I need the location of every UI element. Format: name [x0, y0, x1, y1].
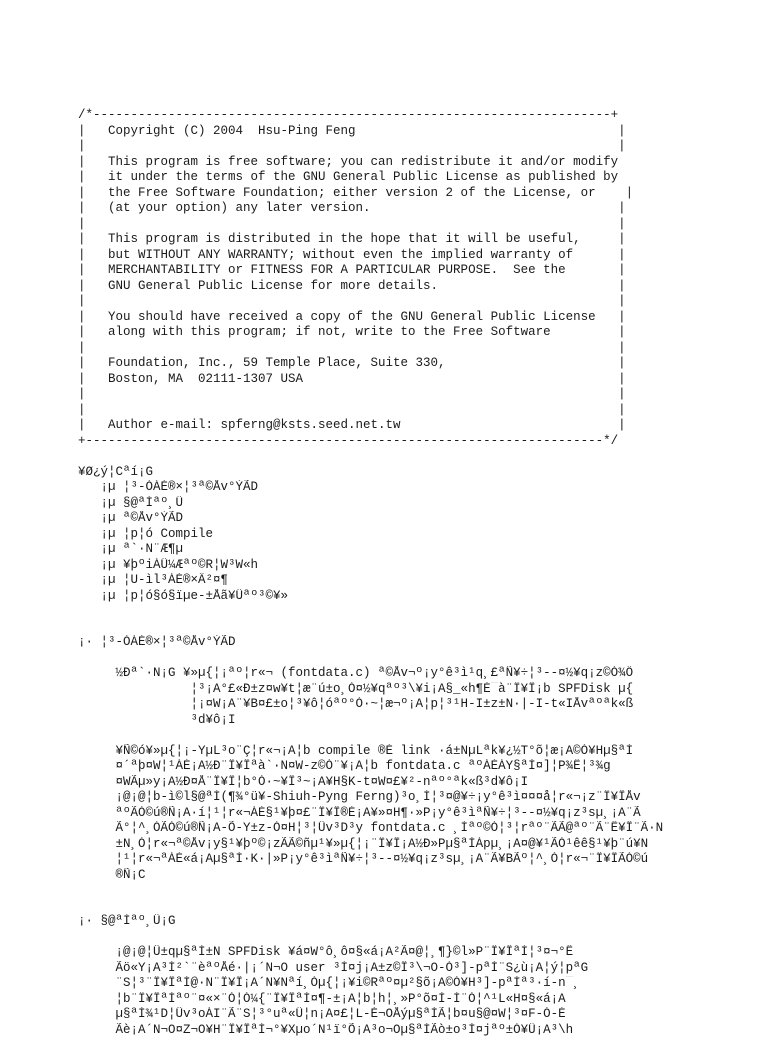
document-line: | |: [78, 340, 626, 355]
document-line: | This program is free software; you can redistribute it and/or modify: [78, 154, 619, 169]
document-page: [78, 77, 748, 1054]
document-line: ³d¥ô¡I: [78, 712, 236, 727]
document-line: ¡µ ¦p¦ó§ó§ïµe-±Åã¥Üªº³©¥»: [78, 588, 289, 603]
document-line: [78, 620, 748, 636]
document-line: ¡µ ¦p¦ó Compile: [78, 526, 214, 541]
document-line: | You should have received a copy of the GNU General Public License |: [78, 309, 626, 324]
document-line: [78, 651, 748, 667]
document-line: ¡µ ª©Åv°ÝÃD: [78, 511, 184, 525]
document-line: | This program is distributed in the hope that it will be useful, |: [78, 232, 626, 246]
document-line: ¥Ø¿ý¦Cªí¡G: [78, 464, 154, 479]
document-line: µ§ªÌ¾¹D¦Ûv³oÀI¨Ã¨S¦³°uª«Ü¦n¡A¤£¦L-É¬OÅýµ§ªÌÃ¦b¤u§@¤W¦³¤F-Ó-É: [78, 1007, 566, 1021]
document-line: | |: [78, 387, 626, 401]
document-line: [78, 883, 748, 899]
document-line: | Copyright (C) 2004 Hsu-Ping Feng |: [78, 123, 626, 138]
document-line: | |: [78, 294, 626, 308]
document-line: Ã°¦^¸ÓÃÒ©ú®Ñ¡A-Õ-Y±z-Ó¤H¦³¦Ûv³D³y fontdata.c ¸Ìªº©Ò¦³¦rªº¨ÃÃ@ªº¨Ã¨Ê¥Î¨Ã·N: [78, 821, 664, 835]
document-line: ¡µ ¦U-ìl³ÀÉ®×Â²¤¶: [78, 573, 229, 587]
document-line: ¦b¨Ï¥ÎªÌªº¨¤«×¨Ó¦Ò¼{¨Ï¥ÎªÌ¤¶-±¡A¦b¦h¦¸»P°õ¤Í-Ì¨Ó¦^¹L«H¤§«á¡A: [78, 991, 566, 1006]
document-line: ¦¡¤W¡A¨¥B¤£±o¦³¥ô¦óªº°Ó·~¦æ¬º¡A¦p¦³¹H-I±z±N·|-I-t«IÅvªºªk«ß: [78, 697, 634, 711]
document-line: ®Ñ¡C: [78, 867, 146, 882]
document-line: ½Ðª`·N¡G ¥»µ{¦¡ªº¦r«¬ (fontdata.c) ª©Åv¬º¡y°ê³ì¹q¸£ªÑ¥÷¦³--¤½¥q¡z©Ò¾Ö: [78, 666, 634, 680]
document-line: [78, 604, 748, 620]
document-line: ¤WÃµ»y¡A½Ð¤Å¨Ï¥Î¦b°Ó·~¥Î³~¡A¥H§K-t¤W¤£¥²-nªº°ªk«ß³d¥ô¡I: [78, 774, 529, 789]
document-line: | Author e-mail: spferng@ksts.seed.net.tw |: [78, 418, 626, 432]
document-line: ¡@¡@¦Û±qµ§ªÌ±N SPFDisk ¥á¤W°ô¸ô¤§«á¡A²Ã¤@¦¸¶}©l»P¨Ï¥ÎªÌ¦³¤¬°Ê: [78, 945, 574, 959]
document-line: | the Free Software Foundation; either version 2 of the License, or |: [78, 185, 634, 200]
document-line: Ãè¡A´N¬O¤Z¬O¥H¨Ï¥ÎªÌ¬°¥Xµo´N¹ï°Õ¡A³o¬Oµ§ªÌÃò±o³Ì¤jªº±Ò¥Ü¡A³\h: [78, 1022, 574, 1037]
document-line: | it under the terms of the GNU General Public License as published by: [78, 170, 619, 184]
document-line: | |: [78, 216, 626, 231]
document-line: | Boston, MA 02111-1307 USA |: [78, 371, 626, 386]
document-line: | Foundation, Inc., 59 Temple Place, Suite 330, |: [78, 356, 626, 370]
document-line: | |: [78, 402, 626, 417]
document-line: ¡· §@ªÌªº¸Ü¡G: [78, 914, 176, 928]
document-line: ¡· ¦³-ÓÀÉ®×¦³ª©Åv°ÝÃD: [78, 635, 236, 649]
document-line: | (at your option) any later version. |: [78, 201, 626, 215]
document-line: ¡µ ª`·N¨Æ¶µ: [78, 542, 184, 556]
document-lines: [78, 108, 748, 1038]
document-line: [78, 449, 748, 465]
document-line: [78, 899, 748, 915]
document-line: | MERCHANTABILITY or FITNESS FOR A PARTICULAR PURPOSE. See the |: [78, 263, 626, 277]
document-line: | GNU General Public License for more details. |: [78, 278, 626, 293]
document-line: ¤´ªþ¤W¦¹ÀÉ¡A½Ð¨Ï¥Îªà`·N¤W-z©Ò¨¥¡A¦b fontdata.c ªºÀÉÀY§ªÌ¤]¦P¾Ë¦³¾g: [78, 759, 611, 773]
document-line: ¦³¡A°£«Ð±z¤w¥t¦æ¨ú±o¸Ó¤½¥qªº³\¥i¡A§_«h¶È¯à¨Ï¥Î¡b SPFDisk µ{: [78, 681, 634, 696]
document-line: Ãö«Y¡A³Ì²`¨èªºÅé·|¡´N¬O user ³Ì¤j¡A±z©Î³\¬O-Ó³]-pªÌ¨S¿ù¡A¦ý¦pªG: [78, 960, 589, 975]
document-line: ±N¸Ó¦r«¬ª©Åv¡y§¹¥þº©¡zÃÃ©ñµ¹¥»µ{¦¡¨Ï¥Î¡A½Ð»Pµ§ªÌÁpµ¸¡A¤@¥¹ÃÒ¹êê§¹¥þ¨ú¥N: [78, 836, 649, 851]
document-line: [78, 930, 748, 946]
document-line: [78, 728, 748, 744]
document-line: | but WITHOUT ANY WARRANTY; without even the implied warranty of |: [78, 247, 626, 262]
document-line: ¨S¦³¨Ï¥ÎªÌ@·N¨Ï¥Î¡A´N¥Nªí¸Óµ{¦¡¥i©Rªº¤µ²§õ¡A©Ò¥H³]-pªÌª³·í-n¯¸: [78, 976, 581, 990]
document-line: +---------------------------------------------------------------------*/: [78, 433, 619, 448]
document-line: ¡µ ¦³-ÓÀÉ®×¦³ª©Åv°ÝÃD: [78, 480, 259, 494]
document-line: ¡µ §@ªÌªº¸Ü: [78, 495, 184, 510]
document-line: /*---------------------------------------------------------------------+: [78, 108, 619, 122]
document-line: ¥Ñ©ó¥»µ{¦¡-YµL³o¨Ç¦r«¬¡A¦b compile ®É link ·á±NµLªk¥¿½T°õ¦æ¡A©Ò¥Hµ§ªÌ: [78, 743, 634, 758]
document-line: ¡µ ¥þºiÀÜ¼Æªº©R¦W³W«h: [78, 557, 259, 572]
document-line: | along with this program; if not, write to the Free Software |: [78, 325, 626, 339]
document-line: ¡@¡@¦b-ì©l§@ªÌ(¶¾°ü¥-Shiuh-Pyng Ferng)³o¸Ì¦³¤@¥÷¡y°ê³ì¤¤¤å¦r«¬¡z¨Ï¥ÎÅv: [78, 790, 641, 804]
document-line: ¦¹¦r«¬ªÀÉ«á¡Aµ§ªÌ·K·|»P¡y°ê³ìªÑ¥÷¦³--¤½¥q¡z³sµ¸¡A¨Ã¥BÃº¦^¸Ó¦r«¬¨Ï¥ÎÃÒ©ú: [78, 852, 649, 866]
document-line: | |: [78, 139, 626, 153]
document-line: ªºÃÒ©ú®Ñ¡A·í¦¹¦r«¬ÀÉ§¹¥þ¤£¨Ï¥Î®É¡A¥»¤H¶·»P¡y°ê³ìªÑ¥÷¦³--¤½¥q¡z³sµ¸¡A¨Ã: [78, 805, 641, 820]
